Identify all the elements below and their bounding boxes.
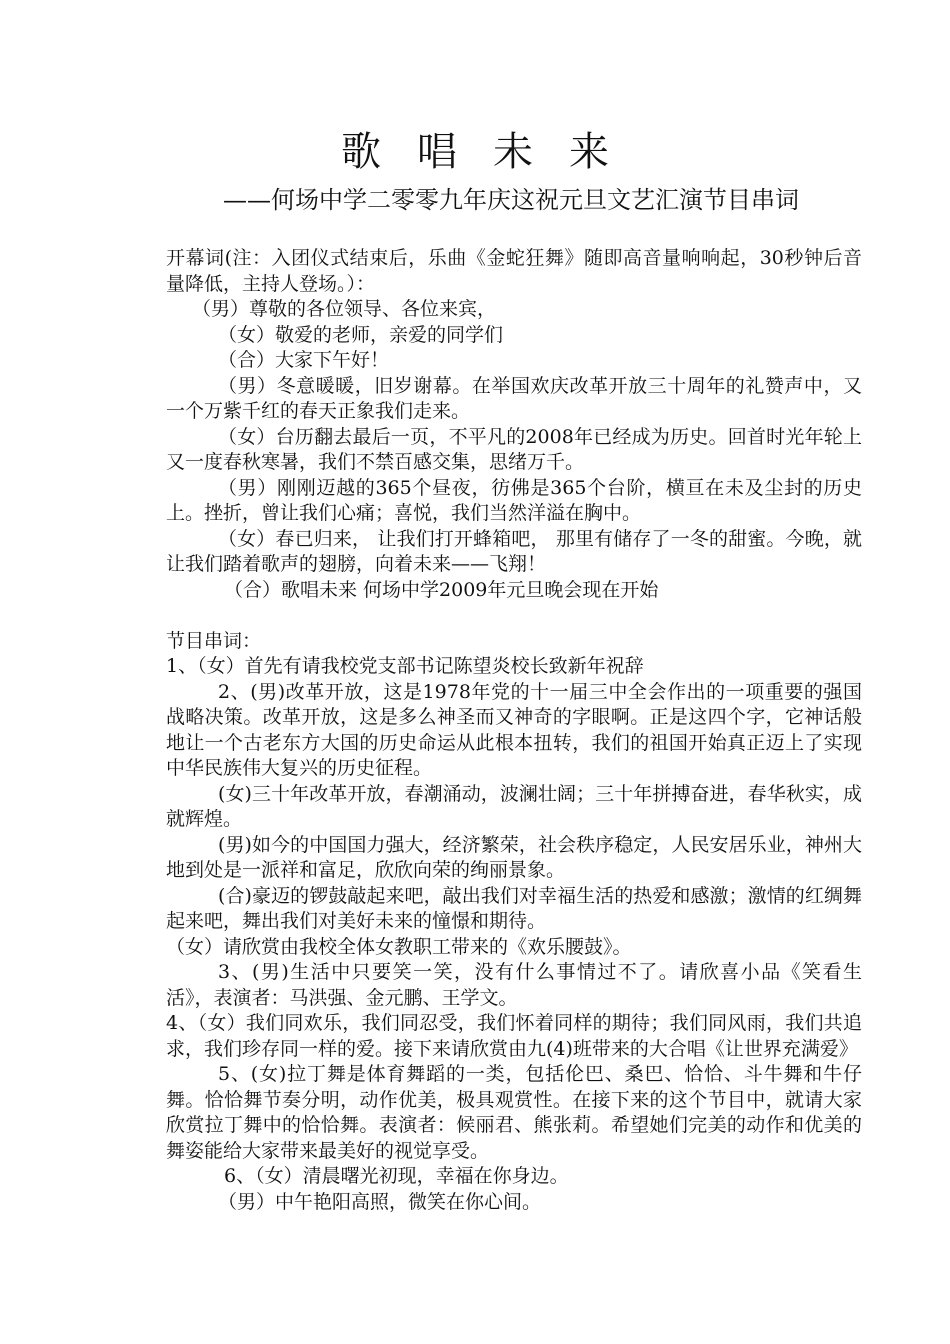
paragraph: 6、（女）清晨曙光初现，幸福在你身边。 — [224, 1165, 569, 1187]
paragraph: 3、(男)生活中只要笑一笑，没有什么事情过不了。请欣喜小品《笑看生活》，表演者：马洪强、金元鹏、王学文。 — [166, 961, 862, 1009]
paragraph: 5、(女)拉丁舞是体育舞蹈的一类，包括伦巴、桑巴、恰恰、斗牛舞和牛仔舞。恰恰舞节奏分明，动作优美，极具观赏性。在接下来的这个节目中，就请大家欣赏拉丁舞中的恰恰舞。表演者：候丽君、熊张莉。希望她们完美的动作和优美的舞姿能给大家带来最美好的视觉享受。 — [166, 1063, 862, 1162]
paragraph: （合）歌唱未来 何场中学2009年元旦晚会现在开始 — [224, 578, 659, 601]
document-subtitle: ——何场中学二零零九年庆这祝元旦文艺汇演节目串词 — [223, 186, 799, 214]
paragraph: 4、（女）我们同欢乐，我们同忍受，我们怀着同样的期待；我们同风雨，我们共追求，我们珍存同一样的爱。接下来请欣赏由九(4)班带来的大合唱《让世界充满爱》 — [166, 1012, 862, 1060]
paragraph: 2、(男)改革开放，这是1978年党的十一届三中全会作出的一项重要的强国战略决策。改革开放，这是多么神圣而又神奇的字眼啊。正是这四个字，它神话般地让一个古老东方大国的历史命运从此根本扭转，我们的祖国开始真正迈上了实现中华民族伟大复兴的历史征程。 — [166, 680, 862, 779]
paragraph: （男）冬意暖暖，旧岁谢幕。在举国欢庆改革开放三十周年的礼赞声中，又一个万紫千红的春天正象我们走来。 — [166, 374, 862, 422]
blank-line — [166, 603, 862, 629]
paragraph: （女）春已归来， 让我们打开蜂箱吧， 那里有储存了一冬的甜蜜。今晚，就让我们踏着歌声的翅膀，向着未来——飞翔！ — [166, 527, 862, 575]
paragraph: 1、（女）首先有请我校党支部书记陈望炎校长致新年祝辞 — [166, 655, 644, 677]
section-heading: 节目串词： — [166, 629, 262, 652]
document-title: 歌唱未来 — [341, 129, 645, 175]
paragraph: （女）敬爱的老师，亲爱的同学们 — [218, 323, 504, 346]
paragraph: (合)豪迈的锣鼓敲起来吧，敲出我们对幸福生活的热爱和感激；激情的红绸舞起来吧，舞出我们对美好未来的憧憬和期待。 — [166, 884, 862, 932]
paragraph: （女）请欣赏由我校全体女教职工带来的《欢乐腰鼓》。 — [166, 935, 632, 958]
paragraph: （女）台历翻去最后一页，不平凡的2008年已经成为历史。回首时光年轮上又一度春秋寒暑，我们不禁百感交集，思绪万千。 — [166, 425, 862, 473]
paragraph: （男）中午艳阳高照，微笑在你心间。 — [218, 1190, 542, 1213]
paragraph: （合）大家下午好！ — [218, 349, 390, 371]
paragraph-opening-note: 开幕词(注：入团仪式结束后，乐曲《金蛇狂舞》随即高音量响响起，30秒钟后音量降低，主持人登场。）： — [166, 247, 862, 295]
paragraph: （男）尊敬的各位领导、各位来宾， — [192, 298, 497, 320]
paragraph: (男)如今的中国国力强大，经济繁荣，社会秩序稳定，人民安居乐业，神州大地到处是一派祥和富足，欣欣向荣的绚丽景象。 — [166, 833, 862, 881]
document-body — [166, 246, 862, 1215]
paragraph: (女)三十年改革开放，春潮涌动，波澜壮阔；三十年拼搏奋进，春华秋实，成就辉煌。 — [166, 782, 862, 830]
paragraph: （男）刚刚迈越的365个昼夜，彷佛是365个台阶，横亘在未及尘封的历史上。挫折，曾让我们心痛；喜悦，我们当然洋溢在胸中。 — [166, 476, 862, 524]
